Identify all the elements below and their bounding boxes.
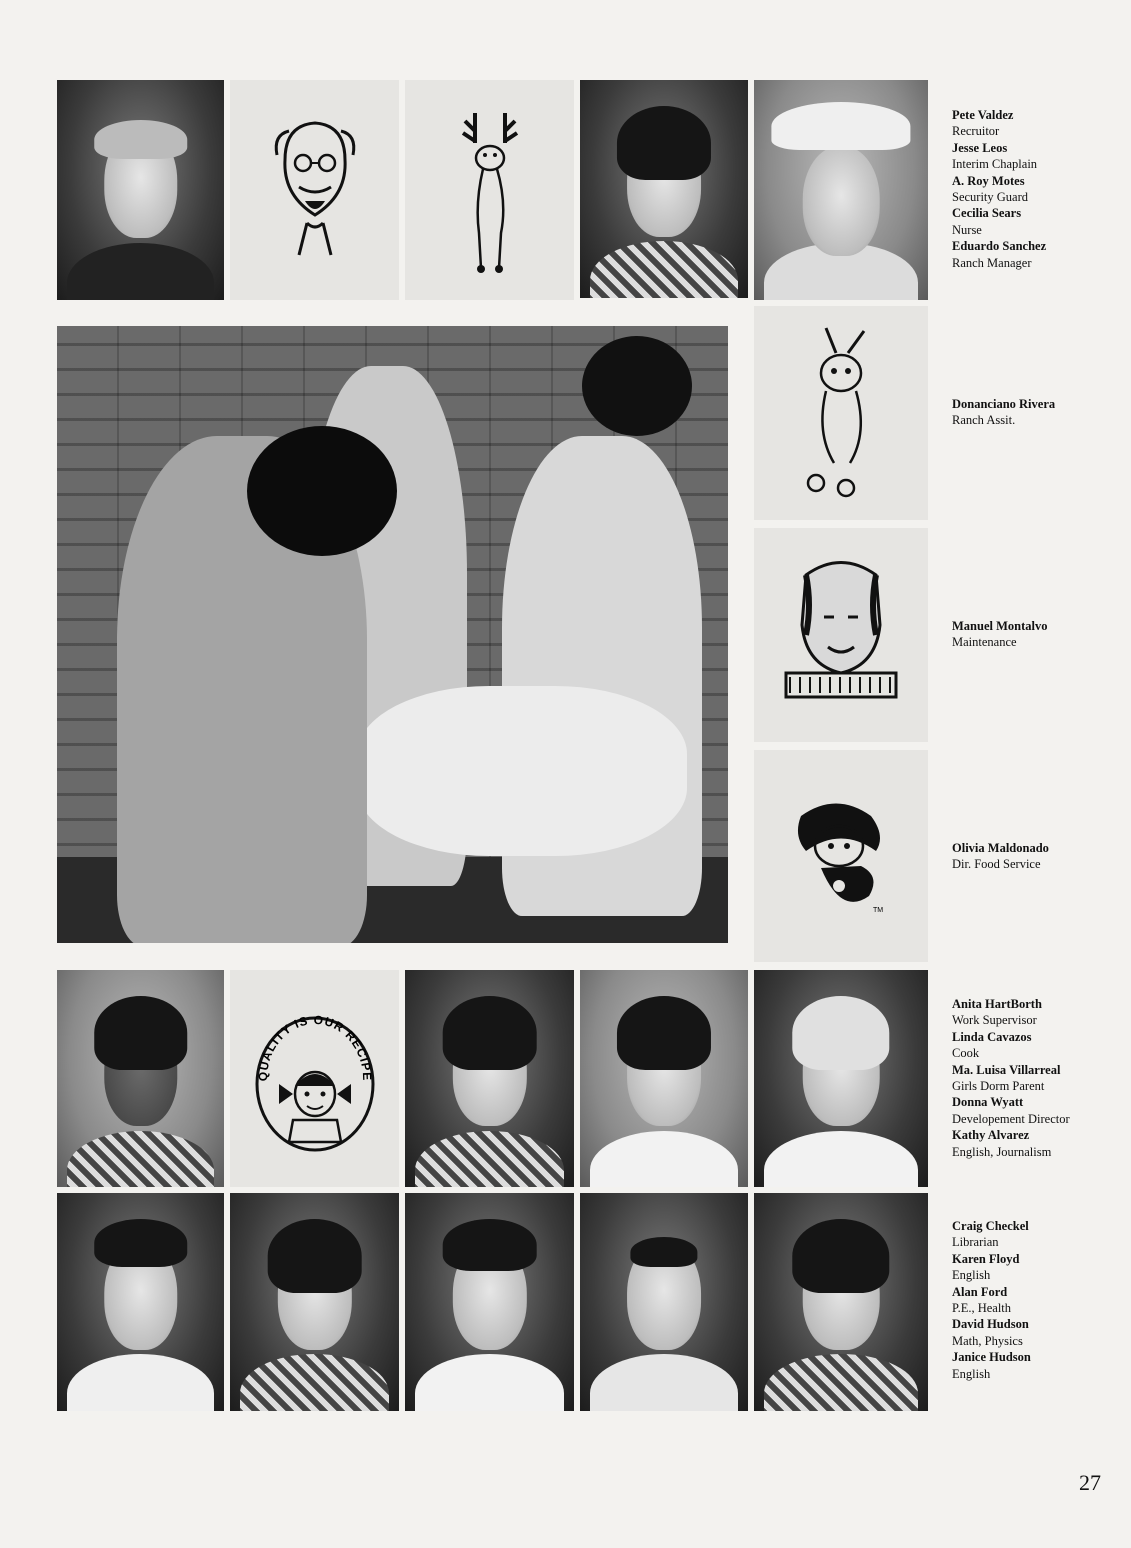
wendys-badge-text-path: QUALITY IS OUR RECIPE [255,1012,374,1081]
drawing-trix-rabbit [754,306,928,520]
caption-name: Donna Wyatt [952,1095,1024,1110]
portrait-hair [442,1219,537,1271]
caption-name: Pete Valdez [952,108,1014,122]
caption-role: Math, Physics [952,1333,1023,1348]
portrait-shoulders [415,1354,564,1411]
caption-role: Maintenance [952,635,1017,650]
portrait-shoulders [590,241,738,298]
caption-donanciano-rivera [952,396,1122,429]
portrait-hair [630,1237,697,1268]
caption-role: Developement Director [952,1111,1070,1126]
group-photo-costume-skit [57,326,728,943]
portrait-shoulders [240,1354,389,1411]
caption-name: Cecilia Sears [952,206,1022,221]
caption-name: Ma. Luisa Villarreal [952,1062,1061,1077]
photo-karen-floyd [230,1193,399,1411]
caption-manuel-montalvo [952,618,1122,651]
trademark-mark: TM [873,907,884,914]
reindeer-icon [445,103,535,278]
drawing-shakespeare [754,528,928,742]
wendys-logo-icon [245,1004,385,1154]
trix-rabbit-icon [786,323,896,503]
caption-role: Security Guard [952,190,1029,205]
caption-name: A. Roy Motes [952,173,1025,188]
caption-name: Janice Hudson [952,1350,1031,1365]
photo-david-hudson [580,1193,748,1411]
portrait-hair [792,996,889,1070]
photo-anita-hartborth [57,970,224,1187]
caption-name: Donanciano Rivera [952,397,1056,411]
portrait-shoulders [67,243,214,300]
caption-role: Girls Dorm Parent [952,1079,1045,1094]
caption-role: Cook [952,1046,980,1061]
portrait-shoulders [764,1131,917,1187]
caption-name: Kathy Alvarez [952,1128,1030,1143]
caption-name: Linda Cavazos [952,1029,1032,1044]
caption-role: P.E., Health [952,1301,1012,1316]
photo-cecilia-sears [580,80,748,298]
photo-donna-wyatt [580,970,748,1187]
caption-name: Manuel Montalvo [952,619,1048,633]
portrait-shoulders [590,1131,738,1187]
portrait-shoulders [415,1131,564,1187]
caption-role: English [952,1366,991,1381]
photo-pete-valdez [57,80,224,300]
caption-role: Recruitor [952,124,1000,139]
photo-alan-ford [405,1193,574,1411]
caption-olivia-maldonado [952,840,1122,873]
caption-name: Eduardo Sanchez [952,239,1047,254]
portrait-hair [442,996,537,1070]
caption-role: Dir. Food Service [952,857,1041,872]
hostess-mascot-icon [781,796,901,916]
portrait-hair [94,120,188,160]
figure-afro-wig [582,336,692,436]
caption-role: Ranch Assit. [952,413,1016,428]
caption-name: Jesse Leos [952,140,1008,155]
drawing-reindeer [405,80,574,300]
photo-kathy-alvarez [754,970,928,1187]
photo-craig-checkel [57,1193,224,1411]
caption-row5 [952,1218,1122,1382]
caption-role: Librarian [952,1235,999,1250]
caption-role: Ranch Manager [952,255,1032,270]
portrait-shoulders [764,1354,917,1411]
caption-role: Work Supervisor [952,1013,1037,1028]
figure-curly-wig-hair [247,426,397,556]
caption-role: English [952,1268,991,1283]
portrait-head [803,146,880,256]
cowboy-hat [771,102,910,150]
photo-ma-luisa-villarreal [405,970,574,1187]
portrait-hair [94,996,188,1070]
portrait-hair [617,106,711,180]
figure-bent-over [357,686,687,856]
caption-role: Interim Chaplain [952,157,1038,172]
caption-role: Nurse [952,222,982,237]
portrait-hair [267,1219,362,1293]
photo-eduardo-sanchez [754,80,928,300]
caption-name: Olivia Maldonado [952,841,1049,855]
caption-name: Craig Checkel [952,1219,1029,1233]
colonel-sanders-icon [255,105,375,275]
portrait-hair [617,996,711,1070]
shakespeare-icon [776,555,906,715]
drawing-hostess-mascot [754,750,928,962]
portrait-shoulders [590,1354,738,1411]
caption-name: Alan Ford [952,1284,1008,1299]
caption-row4 [952,996,1122,1160]
caption-name: David Hudson [952,1317,1029,1332]
portrait-shoulders [67,1131,214,1187]
photo-janice-hudson [754,1193,928,1411]
caption-role: English, Journalism [952,1144,1052,1159]
caption-name: Karen Floyd [952,1251,1020,1266]
caption-name: Anita HartBorth [952,997,1042,1011]
drawing-colonel-sanders [230,80,399,300]
page-number: 27 [1079,1470,1101,1495]
drawing-wendys-badge [230,970,399,1187]
portrait-hair [94,1219,188,1267]
caption-row1 [952,107,1122,271]
portrait-shoulders [67,1354,214,1411]
portrait-hair [792,1219,889,1293]
